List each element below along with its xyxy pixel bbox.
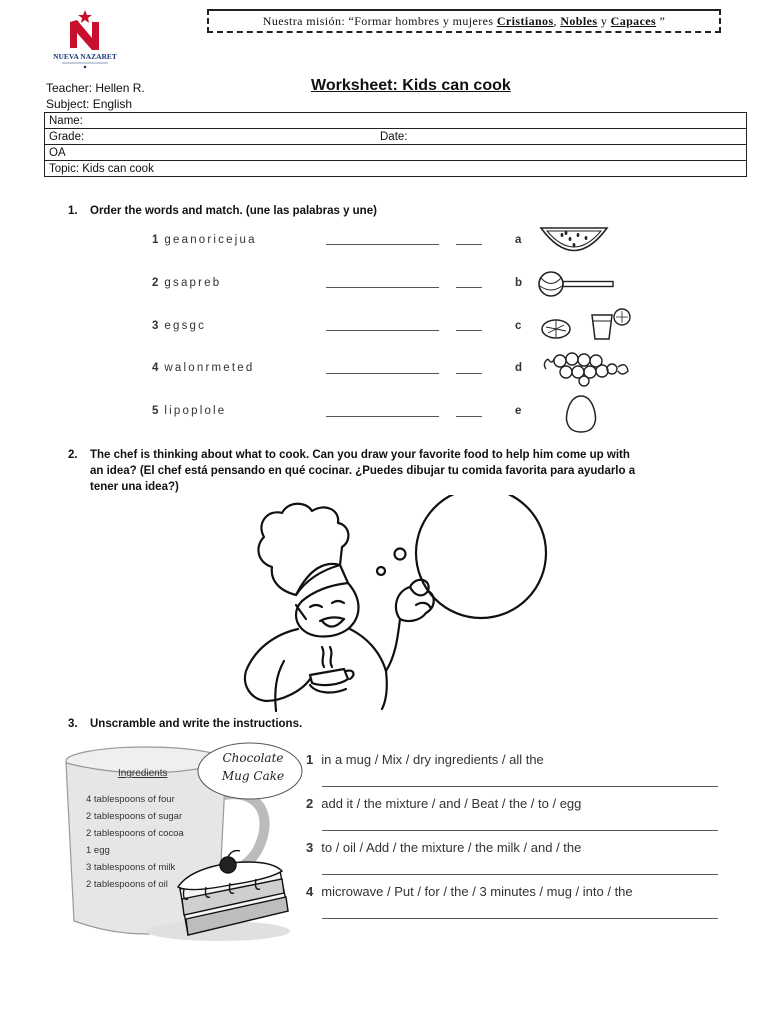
mission-suffix: ” (659, 13, 666, 28)
subject-label: Subject: English (46, 97, 133, 111)
ingredient-2: 2 tablespoons of sugar (86, 811, 183, 822)
ingredients-title: Ingredients (118, 768, 168, 779)
question-3-number: 3. (68, 718, 78, 730)
topic-label: Topic: Kids can cook (49, 162, 154, 175)
answer-line-3[interactable] (326, 330, 439, 331)
write-line-1[interactable] (322, 786, 718, 787)
oa-label: OA (49, 146, 66, 159)
instruction-2: 2 add it / the mixture / and / Beat / the / to / egg (306, 796, 582, 811)
answer-line-2[interactable] (326, 287, 439, 288)
ingredient-6: 2 tablespoons of oil (86, 879, 168, 890)
question-2-line-2: an idea? (El chef está pensando en qué cocinar. ¿Puedes dibujar tu comida favorita para ayudarlo a (90, 465, 636, 477)
grade-date-row[interactable] (45, 128, 746, 144)
instruction-4: 4 microwave / Put / for / the / 3 minutes / mug / into / the (306, 884, 633, 899)
question-1-number: 1. (68, 205, 78, 217)
mission-banner (207, 9, 721, 33)
mission-sep-1: , (553, 13, 557, 28)
option-letter-e: e (515, 405, 522, 417)
scrambled-word-3: 3 egsgc (152, 320, 207, 332)
school-logo (44, 8, 126, 70)
question-2-line-1: The chef is thinking about what to cook. Can you draw your favorite food to help him come up with (90, 449, 630, 461)
write-line-3[interactable] (322, 874, 718, 875)
cake-slice-icon (170, 849, 300, 947)
ingredient-3: 2 tablespoons of cocoa (86, 828, 184, 839)
scrambled-word-5: 5 lipoplole (152, 405, 227, 417)
answer-line-1[interactable] (326, 244, 439, 245)
student-info-table (44, 112, 747, 177)
topic-row (45, 160, 746, 176)
mission-prefix: Nuestra misión: “Formar hombres y mujeres (262, 13, 494, 28)
ingredient-4: 1 egg (86, 845, 110, 856)
logo-text: NUEVA NAZARET (53, 52, 117, 61)
thought-bubble-drawing-area (416, 495, 546, 618)
name-row[interactable] (45, 113, 746, 128)
write-line-2[interactable] (322, 830, 718, 831)
match-line-2[interactable] (456, 287, 482, 288)
option-letter-a: a (515, 234, 522, 246)
write-line-4[interactable] (322, 918, 718, 919)
oa-row[interactable] (45, 144, 746, 160)
mission-word-1: Cristianos (496, 13, 554, 28)
ingredient-1: 4 tablespoons of four (86, 794, 175, 805)
watermelon-slice-icon (538, 223, 610, 257)
date-label: Date: (380, 130, 408, 143)
grade-label: Grade: (49, 130, 85, 143)
instruction-1: 1 in a mug / Mix / dry ingredients / all the (306, 752, 544, 767)
mission-word-3: Capaces (610, 13, 657, 28)
option-letter-c: c (515, 320, 522, 332)
answer-line-4[interactable] (326, 373, 439, 374)
orange-juice-icon (538, 305, 634, 345)
question-2-number: 2. (68, 449, 78, 461)
recipe-title-line-2: Mug Cake (221, 769, 285, 783)
instruction-3: 3 to / oil / Add / the mixture / the milk / and / the (306, 840, 582, 855)
scrambled-word-2: 2 gsapreb (152, 277, 222, 289)
option-letter-b: b (515, 277, 523, 289)
question-2 (68, 447, 758, 497)
match-line-1[interactable] (456, 244, 482, 245)
match-line-3[interactable] (456, 330, 482, 331)
scrambled-word-4: 4 walonrmeted (152, 362, 255, 374)
match-line-5[interactable] (456, 416, 482, 417)
lollipop-icon (536, 269, 616, 299)
egg-icon (563, 394, 599, 434)
mission-sep-2: y (600, 13, 608, 28)
mission-word-2: Nobles (560, 13, 598, 28)
question-3-text: Unscramble and write the instructions. (90, 718, 303, 730)
answer-line-5[interactable] (326, 416, 439, 417)
match-line-4[interactable] (456, 373, 482, 374)
name-label: Name: (49, 114, 83, 127)
scrambled-word-1: 1 geanoricejua (152, 234, 257, 246)
chef-illustration (236, 495, 552, 713)
mug-cake-recipe-card (62, 737, 302, 949)
grapes-icon (540, 351, 632, 387)
recipe-title-line-1: Chocolate (222, 751, 284, 765)
worksheet-title: Worksheet: Kids can cook (311, 77, 511, 94)
question-2-line-3: tener una idea?) (90, 481, 179, 493)
option-letter-d: d (515, 362, 523, 374)
ingredient-5: 3 tablespoons of milk (86, 862, 176, 873)
question-1-text: Order the words and match. (une las palabras y une) (90, 205, 377, 217)
teacher-label: Teacher: Hellen R. (46, 81, 145, 95)
nazaret-logo-icon (44, 8, 126, 70)
